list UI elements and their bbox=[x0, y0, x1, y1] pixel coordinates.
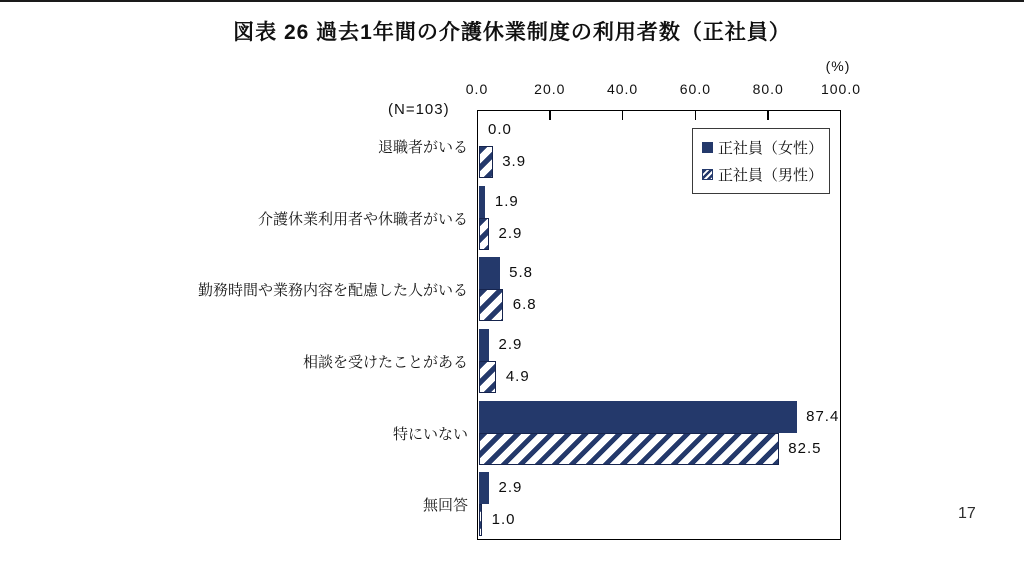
category-label: 無回答 bbox=[422, 497, 468, 515]
legend-label-male: 正社員（男性） bbox=[718, 167, 824, 184]
value-label: 2.9 bbox=[498, 479, 523, 497]
legend bbox=[692, 128, 830, 194]
category-label: 相談を受けたことがある bbox=[302, 354, 468, 371]
x-axis-tick-label: 60.0 bbox=[679, 81, 712, 97]
x-axis-tick-mark bbox=[767, 111, 769, 120]
bar-female bbox=[479, 186, 486, 218]
x-axis-tick-mark bbox=[622, 111, 624, 120]
bar-female bbox=[479, 401, 797, 433]
x-axis-tick-label: 80.0 bbox=[752, 81, 784, 97]
value-label: 6.8 bbox=[512, 296, 537, 314]
value-label: 4.9 bbox=[505, 368, 530, 385]
bar-male bbox=[479, 504, 483, 536]
x-axis-tick-label: 20.0 bbox=[534, 81, 566, 97]
value-label: 3.9 bbox=[502, 153, 527, 170]
bar-male bbox=[479, 433, 779, 465]
x-axis-tick-label: 40.0 bbox=[606, 81, 639, 97]
value-label: 82.5 bbox=[788, 439, 822, 457]
chart-title: 図表 26 過去1年間の介護休業制度の利用者数（正社員） bbox=[233, 21, 791, 44]
legend-marker-hatched bbox=[702, 169, 713, 180]
value-label: 5.8 bbox=[509, 264, 533, 282]
value-label: 0.0 bbox=[488, 121, 512, 138]
x-axis-tick-mark bbox=[549, 111, 551, 120]
axis-unit-label: (%) bbox=[825, 58, 851, 74]
category-label: 特にいない bbox=[392, 425, 468, 443]
page-number: 17 bbox=[958, 505, 976, 522]
bar-male bbox=[479, 289, 504, 321]
category-label: 介護休業利用者や休職者がいる bbox=[257, 210, 468, 228]
legend-item-female bbox=[702, 137, 825, 158]
value-label: 2.9 bbox=[498, 224, 523, 242]
bar-male bbox=[479, 146, 493, 178]
legend-item-male bbox=[702, 164, 825, 185]
slide-top-border bbox=[0, 0, 1024, 2]
bar-female bbox=[479, 472, 490, 504]
x-axis-tick-label: 100.0 bbox=[820, 81, 862, 97]
x-axis-tick-mark bbox=[695, 111, 697, 120]
bar-female bbox=[479, 257, 500, 289]
sample-size-label: (N=103) bbox=[388, 101, 450, 118]
legend-label-female: 正社員（女性） bbox=[718, 140, 824, 157]
bar-female bbox=[479, 329, 490, 361]
category-label: 退職者がいる bbox=[377, 139, 468, 156]
value-label: 87.4 bbox=[806, 407, 840, 425]
bar-male bbox=[479, 361, 497, 393]
value-label: 2.9 bbox=[498, 336, 523, 353]
category-label: 勤務時間や業務内容を配慮した人がいる bbox=[197, 282, 468, 300]
value-label: 1.0 bbox=[491, 511, 516, 529]
value-label: 1.9 bbox=[494, 192, 519, 210]
legend-marker-solid bbox=[702, 142, 713, 153]
x-axis-tick-label: 0.0 bbox=[465, 81, 489, 97]
bar-male bbox=[479, 218, 490, 250]
